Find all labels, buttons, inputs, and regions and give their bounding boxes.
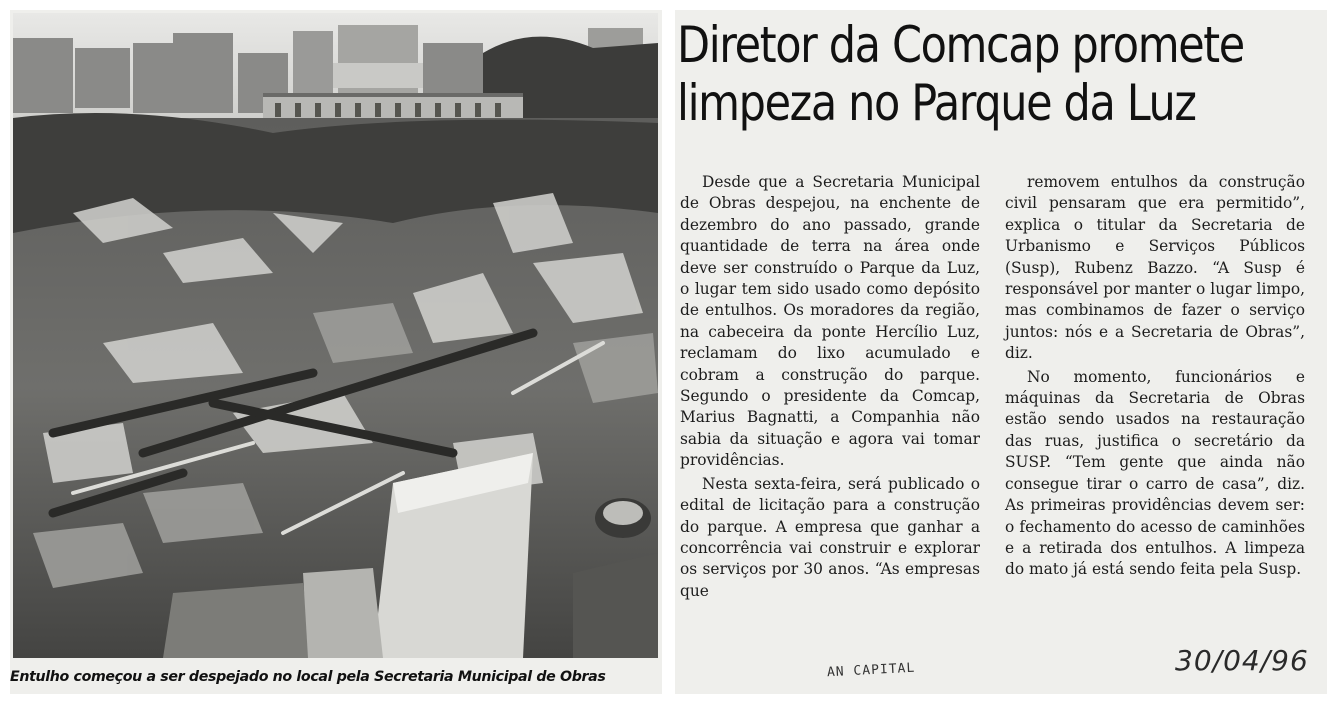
article-headline [677, 16, 1244, 132]
article-column-1 [680, 172, 980, 602]
article-column-2 [1005, 172, 1305, 581]
handwritten-date: 30/04/96 [1175, 644, 1309, 677]
column-1-paragraph: Nesta sexta-feira, será publicado o edital de licitação para a construção do parque. A empresa que ganhar a concorrência vai construir e explorar os serviços por 30 anos. “As empresas que [680, 474, 980, 600]
article-clipping [675, 10, 1327, 694]
column-1-paragraph: Desde que a Secretaria Municipal de Obras despejou, na enchente de dezembro do ano passado, grande quantidade de terra na área onde deve ser construído o Parque da Luz, o lugar tem sido usado como depósito de entulhos. Os moradores da região, na cabeceira da ponte Hercílio Luz, reclamam do lixo acumulado e cobram a construção do parque. Segundo o presidente da Comcap, Marius Bagnatti, a Companhia não sabia da situação e agora vai tomar providências. [680, 173, 980, 470]
news-photo [13, 13, 658, 658]
headline-line-1: Diretor da Comcap promete [677, 16, 1244, 74]
headline-line-2: limpeza no Parque da Luz [677, 74, 1196, 132]
column-2-paragraph: No momento, funcionários e máquinas da Secretaria de Obras estão sendo usados na restauração das ruas, justifica o secretário da SUSP. “Tem gente que ainda não consegue tirar o carro de casa”, diz. As primeiras providências devem ser: o fechamento do acesso de caminhões e a retirada dos entulhos. A limpeza do mato já está sendo feita pela Susp. [1005, 367, 1305, 579]
photo-caption: Entulho começou a ser despejado no local pela Secretaria Municipal de Obras [10, 669, 606, 685]
photo-clipping [10, 10, 662, 694]
column-2-paragraph: removem entulhos da construção civil pensaram que era permitido”, explica o titular da Secretaria de Urbanismo e Serviços Públicos (Susp), Rubenz Bazzo. “A Susp é responsável por manter o lugar limpo, mas combinamos de fazer o serviço juntos: nós e a Secretaria de Obras”, diz. [1005, 173, 1305, 363]
rubble-photo-illustration [13, 13, 658, 658]
handwritten-source-note: AN CAPITAL [826, 660, 916, 681]
